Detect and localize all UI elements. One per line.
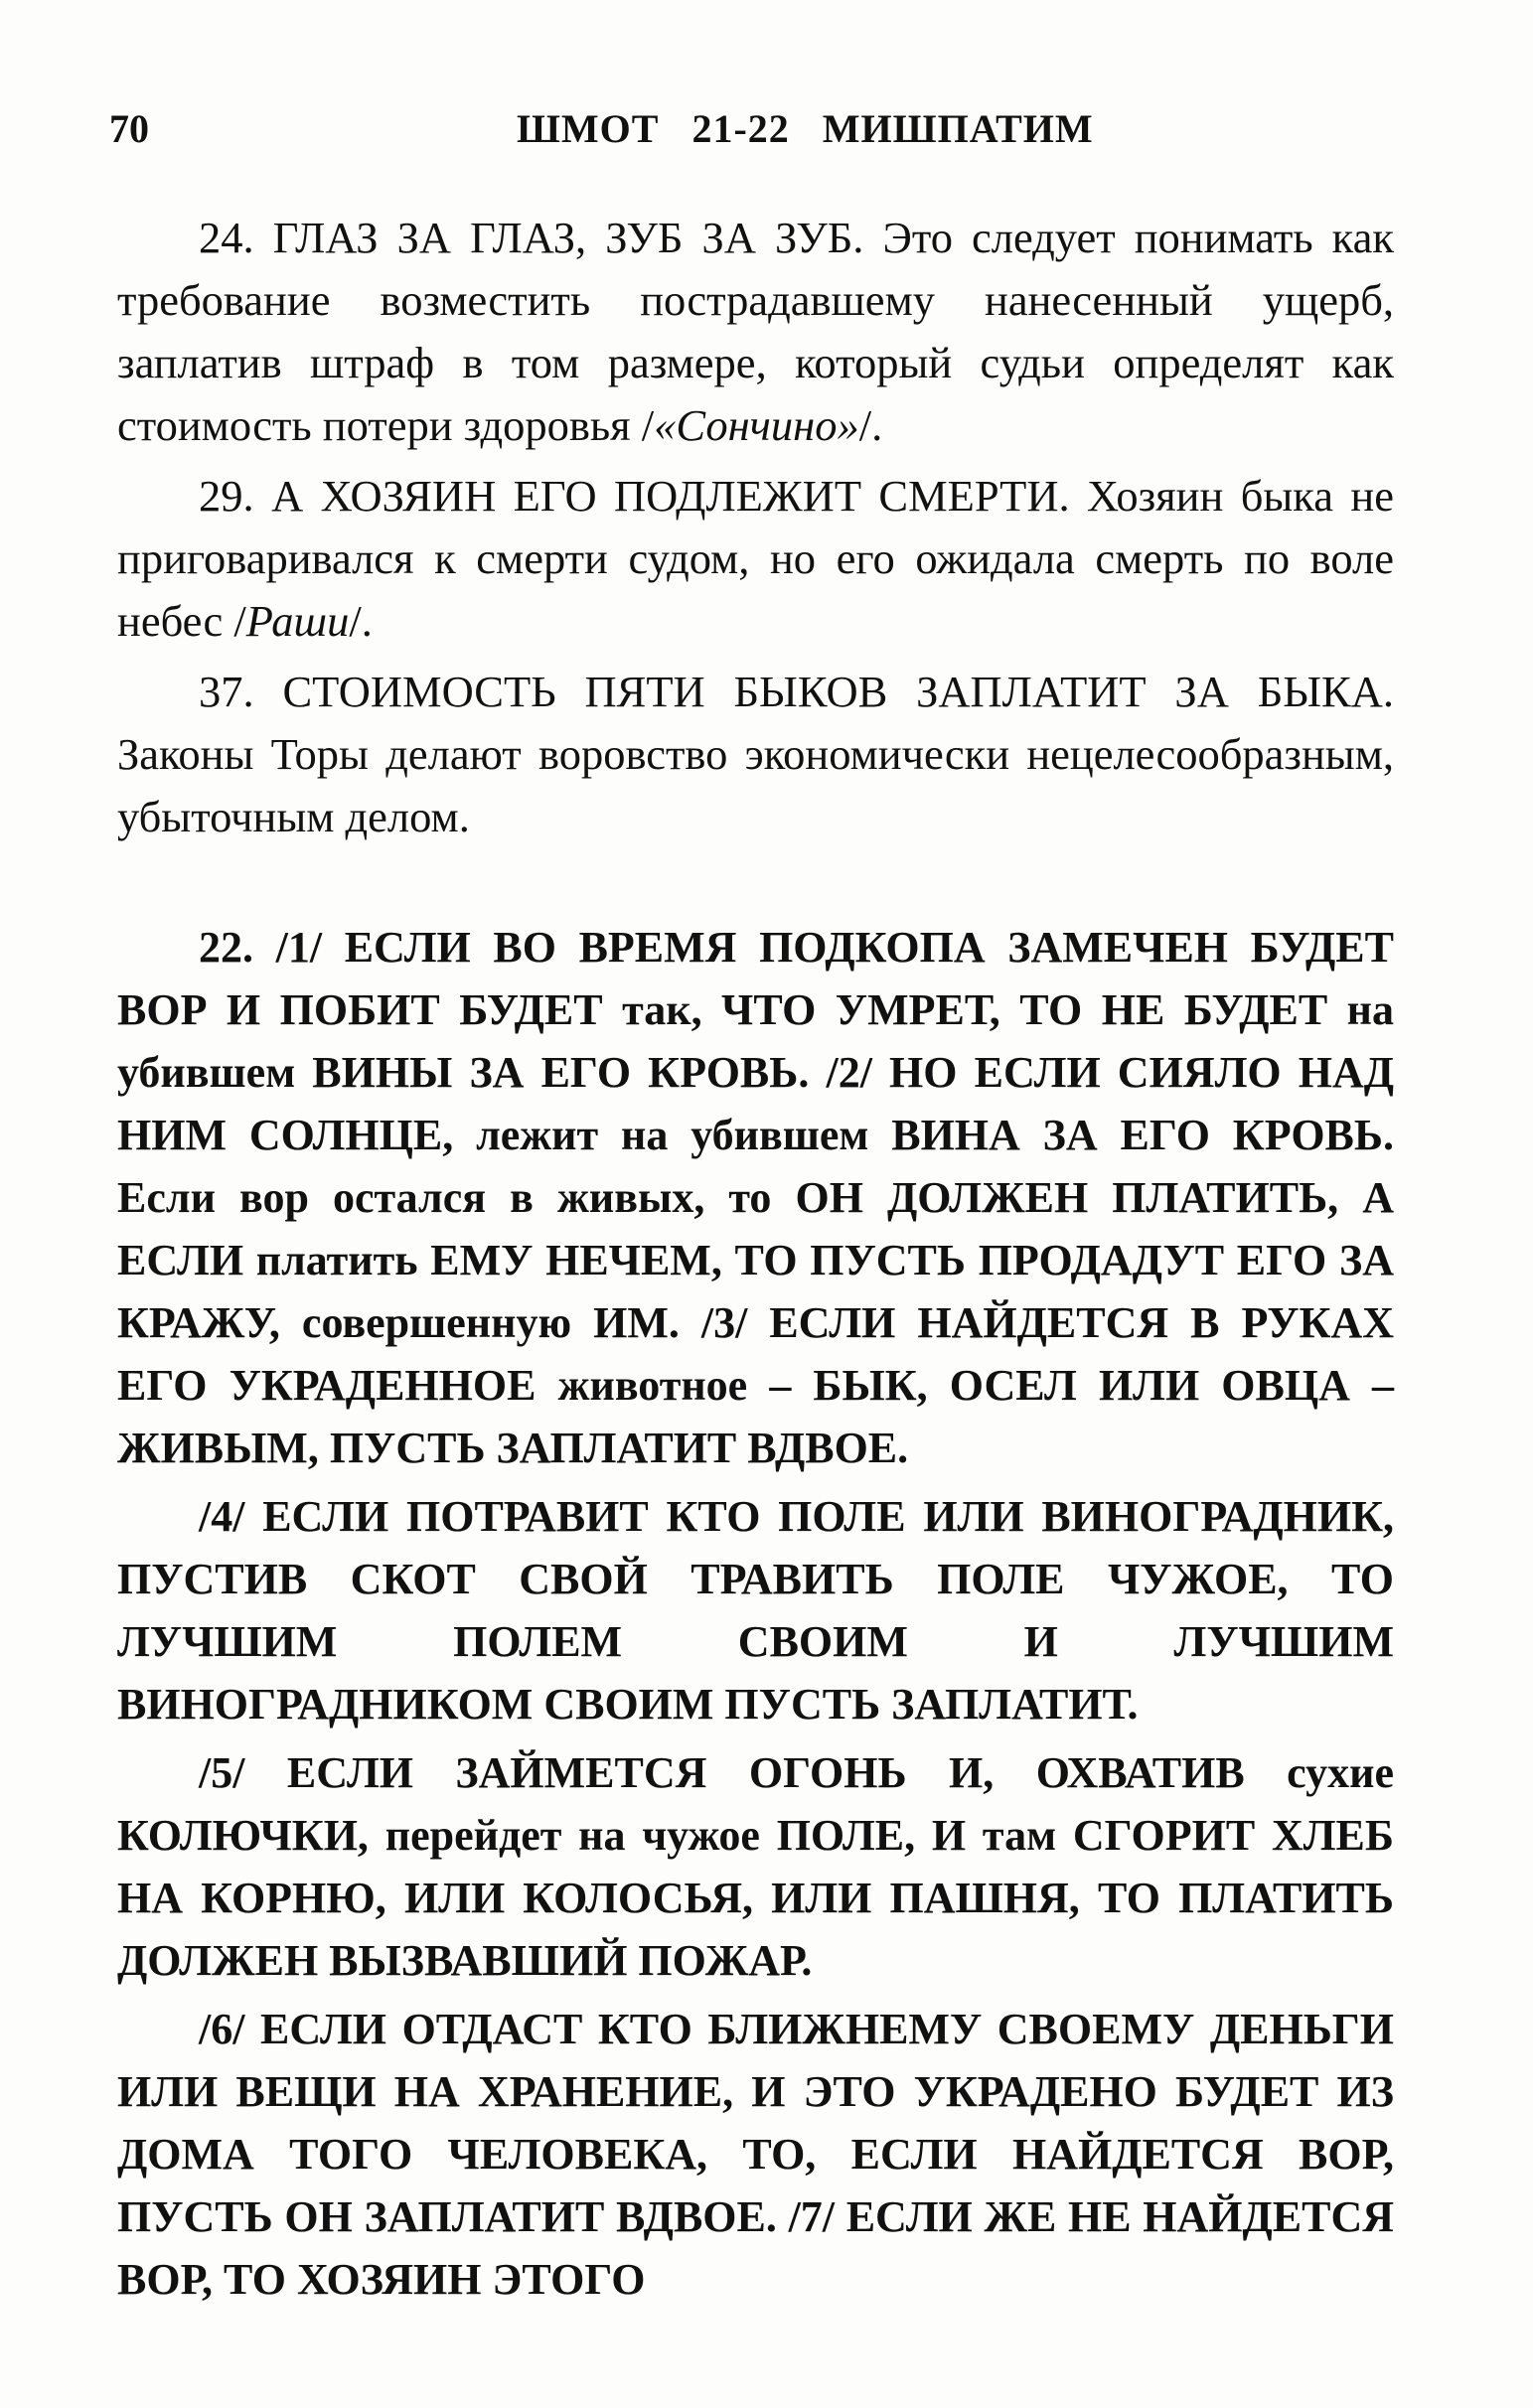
- note-lead: 37. СТОИМОСТЬ ПЯТИ БЫКОВ ЗАПЛАТИТ ЗА БЫКА.: [199, 667, 1394, 716]
- note-lead: 24. ГЛАЗ ЗА ГЛАЗ, ЗУБ ЗА ЗУБ.: [199, 213, 864, 262]
- note-source: «Сончино»: [654, 400, 859, 450]
- note-tail: /.: [858, 400, 883, 450]
- law-paragraph: /5/ ЕСЛИ ЗАЙМЕТСЯ ОГОНЬ И, ОХВАТИВ сухие КОЛЮЧКИ, перейдет на чужое ПОЛЕ, И там СГОРИТ ХЛЕБ НА КОРНЮ, ИЛИ КОЛОСЬЯ, ИЛИ ПАШНЯ, ТО ПЛАТИТЬ ДОЛЖЕН ВЫЗВАВШИЙ ПОЖАР.: [117, 1748, 1394, 1985]
- commentary-note: [117, 465, 1394, 653]
- note-text: Это следует понимать как требование возместить пострадавшему нанесенный ущерб, заплатив штраф в том размере, который судьи определят как стоимость потери здоровья /: [117, 213, 1394, 450]
- page-header: [109, 99, 1401, 159]
- running-head: ШМОТ 21-22 МИШПАТИМ: [517, 106, 1094, 151]
- law-paragraph: 22. /1/ ЕСЛИ ВО ВРЕМЯ ПОДКОПА ЗАМЕЧЕН БУДЕТ ВОР И ПОБИТ БУДЕТ так, ЧТО УМРЕТ, ТО НЕ БУДЕТ на убившем ВИНЫ ЗА ЕГО КРОВЬ. /2/ НО ЕСЛИ СИЯЛО НАД НИМ СОЛНЦЕ, лежит на убившем ВИНА ЗА ЕГО КРОВЬ. Если вор остался в живых, то ОН ДОЛЖЕН ПЛАТИТЬ, А ЕСЛИ платить ЕМУ НЕЧЕМ, ТО ПУСТЬ ПРОДАДУТ ЕГО ЗА КРАЖУ, совершенную ИМ. /3/ ЕСЛИ НАЙДЕТСЯ В РУКАХ ЕГО УКРАДЕННОЕ животное – БЫК, ОСЕЛ ИЛИ ОВЦА – ЖИВЫМ, ПУСТЬ ЗАПЛАТИТ ВДВОЕ.: [117, 923, 1394, 1472]
- note-tail: /.: [349, 596, 373, 646]
- note-lead: 29. А ХОЗЯИН ЕГО ПОДЛЕЖИТ СМЕРТИ.: [199, 471, 1070, 521]
- page-number: 70: [109, 106, 149, 151]
- commentary-notes: [117, 207, 1394, 848]
- law-text: [117, 916, 1394, 2311]
- commentary-note: [117, 207, 1394, 457]
- note-source: Раши: [245, 596, 350, 646]
- commentary-note: [117, 661, 1394, 848]
- law-paragraph: /4/ ЕСЛИ ПОТРАВИТ КТО ПОЛЕ ИЛИ ВИНОГРАДНИК, ПУСТИВ СКОТ СВОЙ ТРАВИТЬ ПОЛЕ ЧУЖОЕ, ТО ЛУЧШИМ ПОЛЕМ СВОИМ И ЛУЧШИМ ВИНОГРАДНИКОМ СВОИМ ПУСТЬ ЗАПЛАТИТ.: [117, 1492, 1394, 1729]
- page-content: [117, 207, 1394, 2311]
- note-text: Законы Торы делают воровство экономически нецелесообразным, убыточным делом.: [117, 729, 1394, 841]
- note-text: Хозяин быка не приговаривался к смерти судом, но его ожидала смерть по воле небес /: [117, 471, 1394, 646]
- law-paragraph: /6/ ЕСЛИ ОТДАСТ КТО БЛИЖНЕМУ СВОЕМУ ДЕНЬГИ ИЛИ ВЕЩИ НА ХРАНЕНИЕ, И ЭТО УКРАДЕНО БУДЕТ ИЗ ДОМА ТОГО ЧЕЛОВЕКА, ТО, ЕСЛИ НАЙДЕТСЯ ВОР, ПУСТЬ ОН ЗАПЛАТИТ ВДВОЕ. /7/ ЕСЛИ ЖЕ НЕ НАЙДЕТСЯ ВОР, ТО ХОЗЯИН ЭТОГО: [117, 2005, 1394, 2304]
